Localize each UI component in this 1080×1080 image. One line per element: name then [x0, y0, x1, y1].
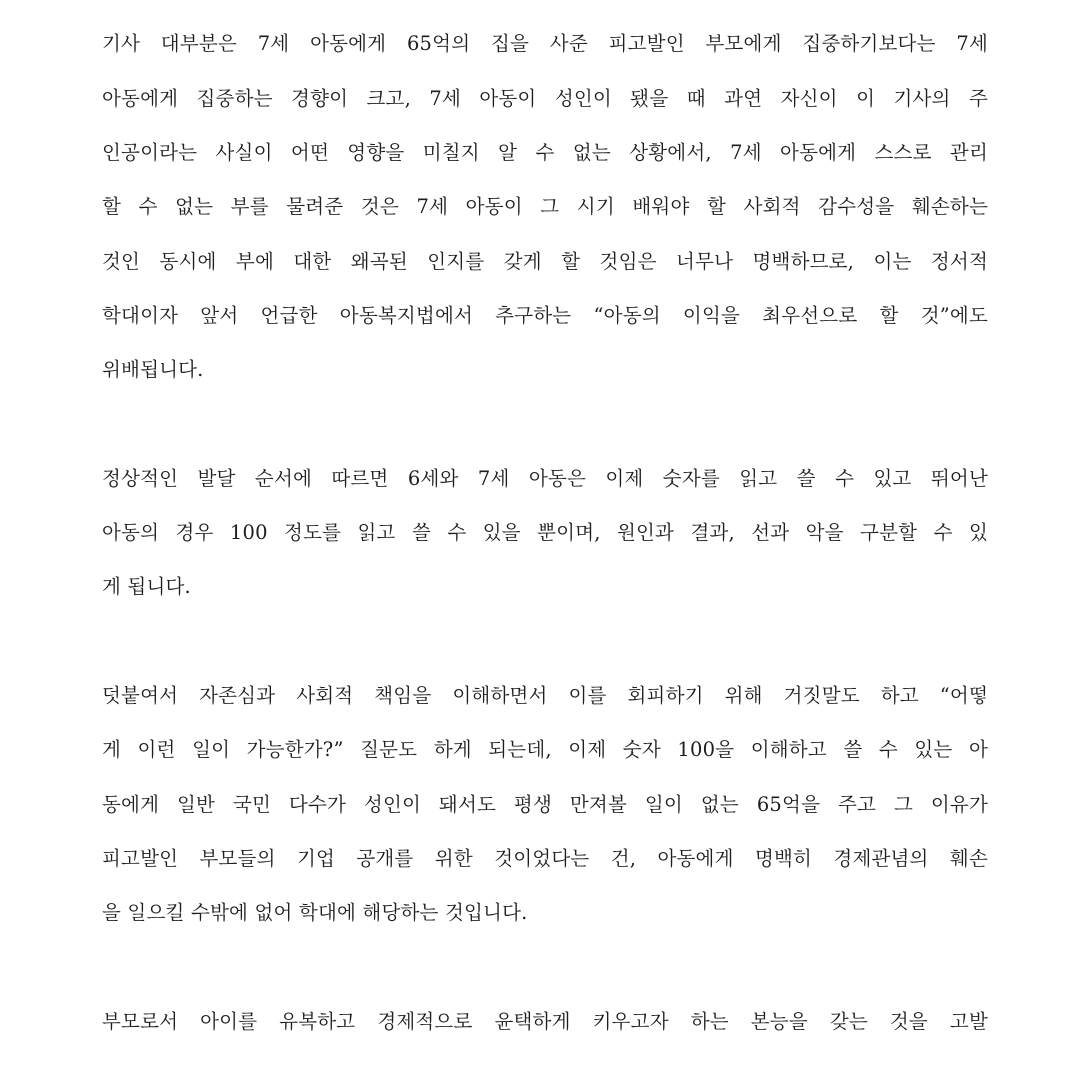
- paragraph-3-line-5: 을 일으킬 수밖에 없어 학대에 해당하는 것입니다.: [102, 901, 528, 924]
- paragraph-1-line-1: 기사 대부분은 7세 아동에게 65억의 집을 사준 피고발인 부모에게 집중하기보다는 7세: [102, 32, 988, 55]
- paragraph-2-line-3: 게 됩니다.: [102, 575, 191, 598]
- paragraph-4-line-1: 부모로서 아이를 유복하고 경제적으로 윤택하게 키우고자 하는 본능을 갖는 것을 고발: [102, 1010, 988, 1033]
- paragraph-2-line-2: 아동의 경우 100 정도를 읽고 쓸 수 있을 뿐이며, 원인과 결과, 선과 악을 구분할 수 있: [102, 521, 988, 544]
- paragraph-1-line-5: 것인 동시에 부에 대한 왜곡된 인지를 갖게 할 것임은 너무나 명백하므로, 이는 정서적: [102, 250, 988, 273]
- paragraph-1-line-6: 학대이자 앞서 언급한 아동복지법에서 추구하는 “아동의 이익을 최우선으로 할 것”에도: [102, 304, 988, 327]
- paragraph-1-line-3: 인공이라는 사실이 어떤 영향을 미칠지 알 수 없는 상황에서, 7세 아동에게 스스로 관리: [102, 141, 988, 164]
- paragraph-2-line-1: 정상적인 발달 순서에 따르면 6세와 7세 아동은 이제 숫자를 읽고 쓸 수 있고 뛰어난: [102, 467, 988, 490]
- paragraph-1-line-7: 위배됩니다.: [102, 358, 204, 381]
- paragraph-3-line-3: 동에게 일반 국민 다수가 성인이 돼서도 평생 만져볼 일이 없는 65억을 주고 그 이유가: [102, 793, 988, 816]
- paragraph-3-line-2: 게 이런 일이 가능한가?” 질문도 하게 되는데, 이제 숫자 100을 이해하고 쓸 수 있는 아: [102, 738, 988, 761]
- paragraph-1-line-2: 아동에게 집중하는 경향이 크고, 7세 아동이 성인이 됐을 때 과연 자신이 이 기사의 주: [102, 87, 988, 110]
- paragraph-3-line-1: 덧붙여서 자존심과 사회적 책임을 이해하면서 이를 회피하기 위해 거짓말도 하고 “어떻: [102, 684, 988, 707]
- paragraph-3-line-4: 피고발인 부모들의 기업 공개를 위한 것이었다는 건, 아동에게 명백히 경제관념의 훼손: [102, 847, 988, 870]
- paragraph-1-line-4: 할 수 없는 부를 물려준 것은 7세 아동이 그 시기 배워야 할 사회적 감수성을 훼손하는: [102, 195, 988, 218]
